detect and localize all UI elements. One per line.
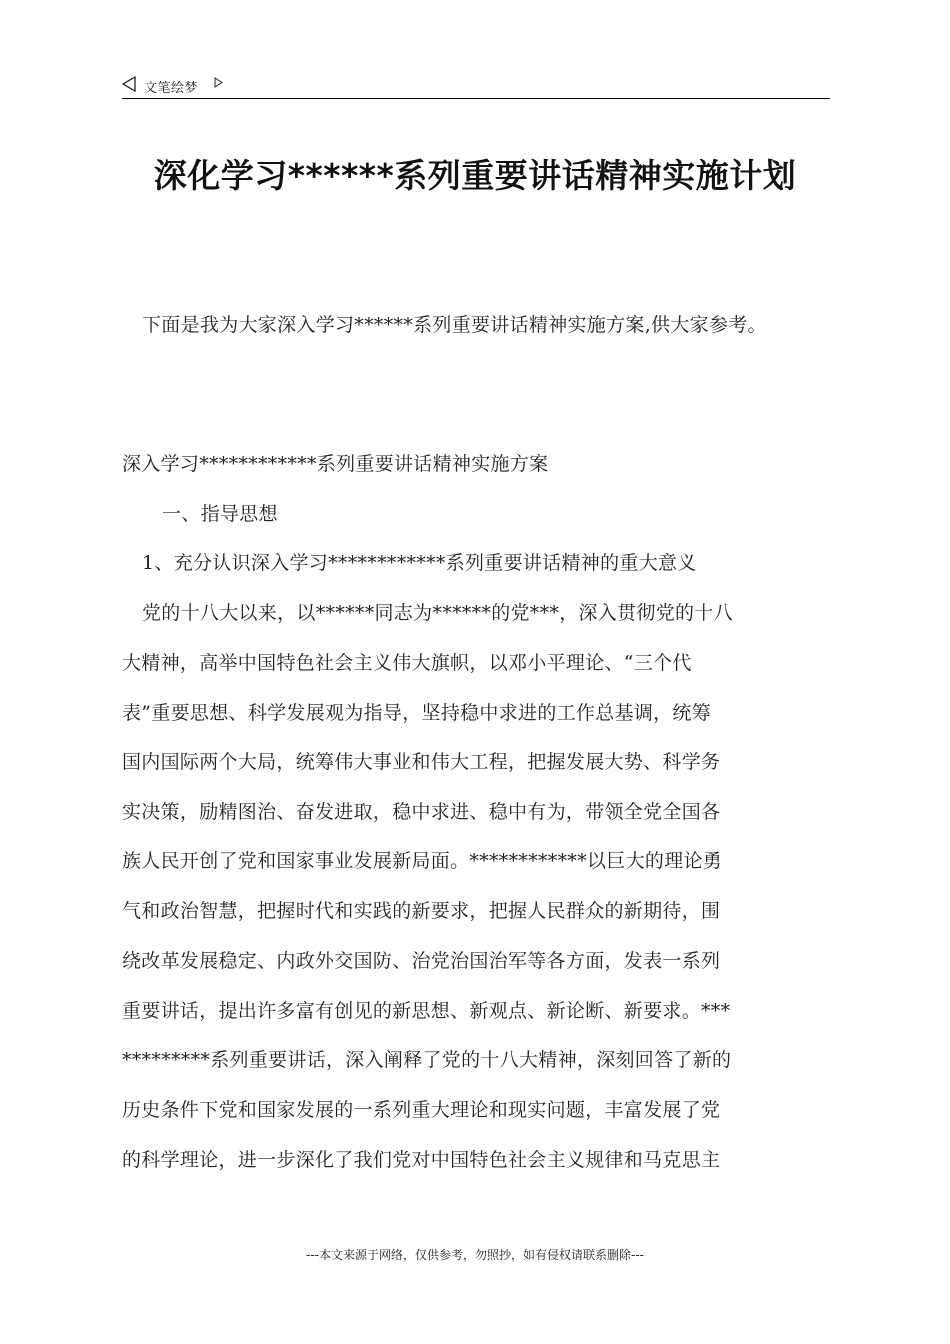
triangle-left-outline-icon	[122, 76, 136, 92]
body-line: 国内国际两个大局，统筹伟大事业和伟大工程，把握发展大势、科学务	[122, 751, 721, 773]
body-line: 大精神，高举中国特色社会主义伟大旗帜，以邓小平理论、“三个代	[122, 652, 692, 674]
body-line: 历史条件下党和国家发展的一系列重大理论和现实问题，丰富发展了党	[122, 1099, 721, 1121]
body-line: 的科学理论，进一步深化了我们党对中国特色社会主义规律和马克思主	[122, 1149, 721, 1171]
body-line: 实决策，励精图治、奋发进取，稳中求进、稳中有为，带领全党全国各	[122, 801, 721, 823]
document-title: 深化学习******系列重要讲话精神实施计划	[153, 156, 797, 195]
body-line: 党的十八大以来，以******同志为******的党***，深入贯彻党的十八	[142, 602, 733, 624]
heading-significance: 1、充分认识深入学习************系列重要讲话精神的重大意义	[142, 552, 697, 574]
intro-paragraph: 下面是我为大家深入学习******系列重要讲话精神实施方案,供大家参考。	[142, 314, 767, 336]
heading-guiding-thought: 一、指导思想	[162, 503, 278, 525]
page-header	[122, 72, 830, 99]
body-line: 重要讲话，提出许多富有创见的新思想、新观点、新论断、新要求。***	[122, 1000, 731, 1022]
body-line: 表”重要思想、科学发展观为指导，坚持稳中求进的工作总基调，统筹	[122, 702, 712, 724]
body-line: 族人民开创了党和国家事业发展新局面。************以巨大的理论勇	[122, 850, 723, 872]
header-text: 文笔绘梦	[144, 81, 199, 96]
body-line: 气和政治智慧，把握时代和实践的新要求，把握人民群众的新期待，围	[122, 900, 721, 922]
section-title: 深入学习************系列重要讲话精神实施方案	[122, 453, 549, 475]
triangle-right-outline-icon	[214, 77, 223, 88]
body-line: 绕改革发展稳定、内政外交国防、治党治国治军等各方面，发表一系列	[122, 950, 721, 972]
body-line: *********系列重要讲话，深入阐释了党的十八大精神，深刻回答了新的	[122, 1049, 732, 1071]
page-footer: ---本文来源于网络，仅供参考，勿照抄，如有侵权请联系删除---	[306, 1248, 644, 1262]
